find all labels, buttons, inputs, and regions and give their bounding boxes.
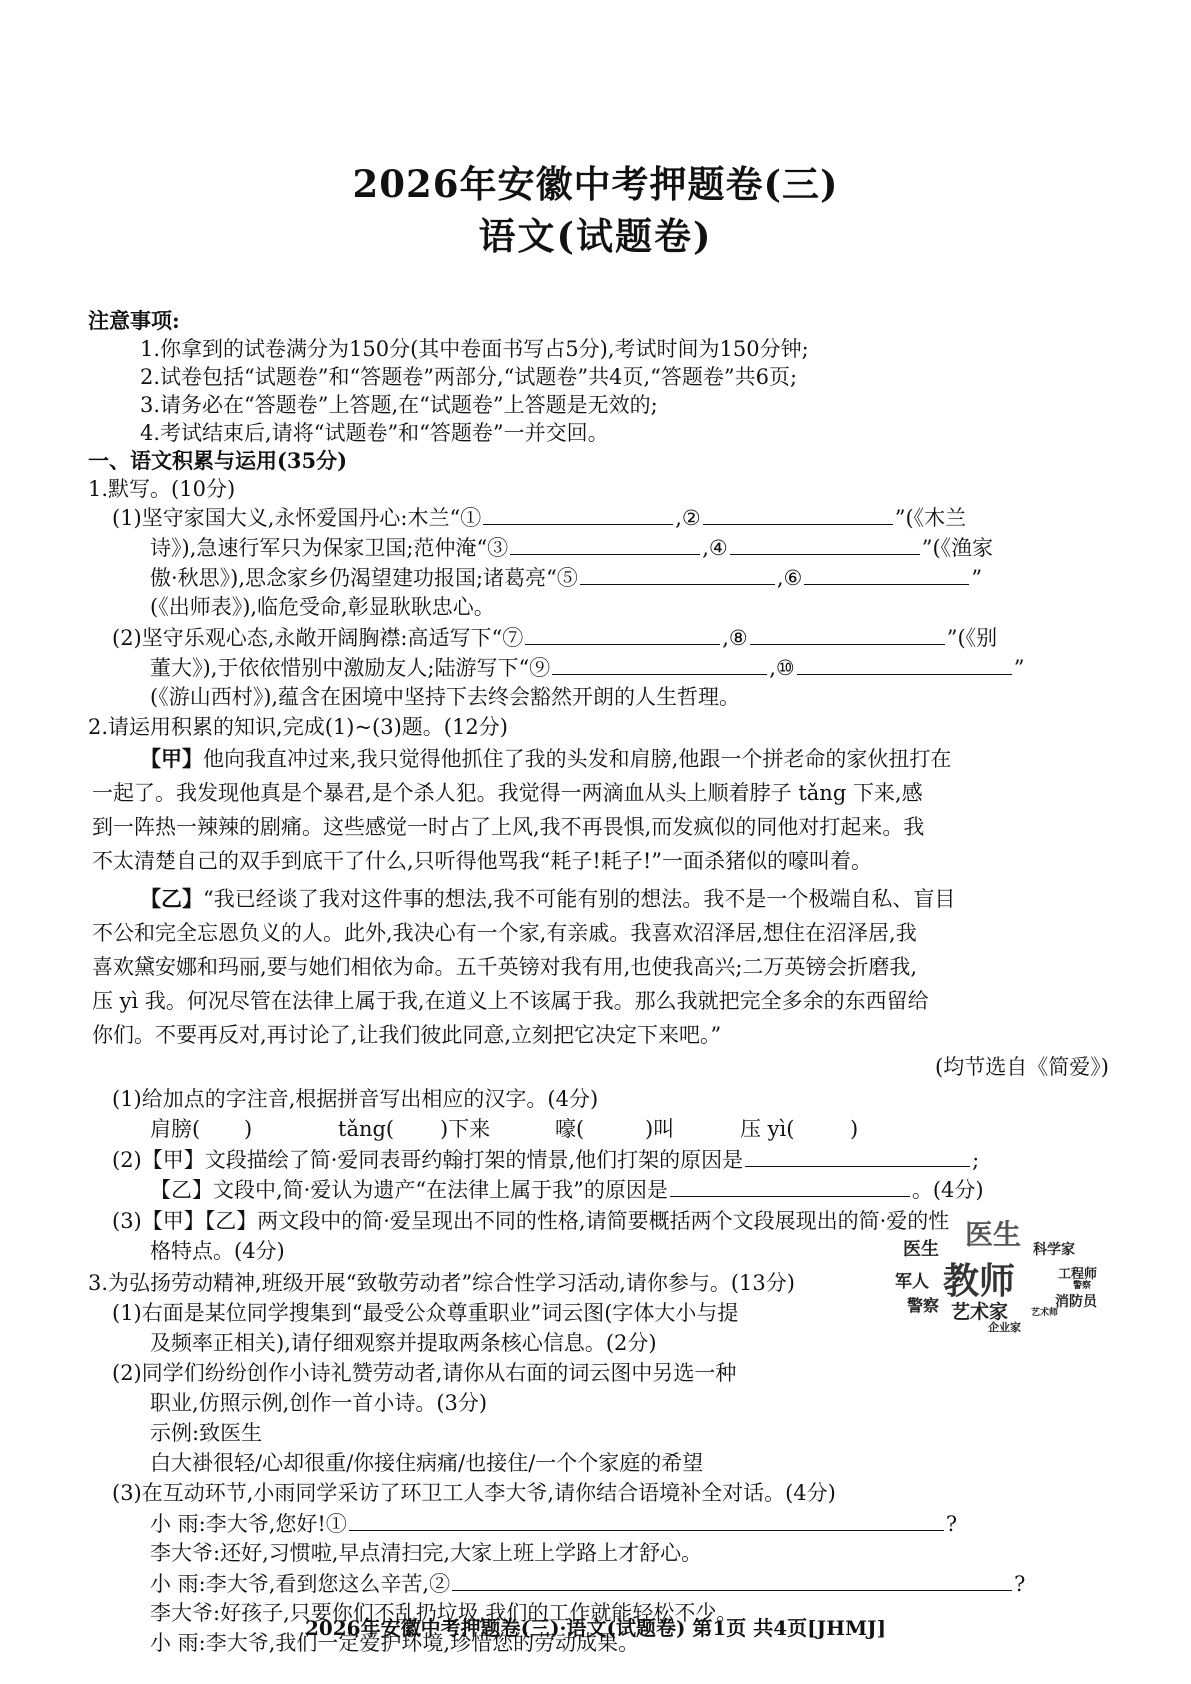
passage-yi-line4: 压 yì 我。何况尽管在法律上属于我,在道义上不该属于我。那么我就把完全多余的东西留给 xyxy=(92,989,929,1013)
question-2-heading: 2.请运用积累的知识,完成(1)~(3)题。(12分) xyxy=(88,715,508,739)
answer-blank-3[interactable] xyxy=(510,532,700,555)
word-cloud-word: 艺术家 xyxy=(951,1301,1009,1323)
q3-sub3-heading: (3)在互动环节,小雨同学采访了环卫工人李大爷,请你结合语境补全对话。(4分) xyxy=(112,1481,836,1505)
page-title: 2026年安徽中考押题卷(三) xyxy=(352,162,839,206)
word-cloud-word: 消防员 xyxy=(1055,1294,1097,1310)
q1-part1-line2: 诗》),急速行军只为保家卫国;范仲淹“③ ,④ ”(《渔家 xyxy=(150,532,993,563)
q1-part1-line4: (《出师表》),临危受命,彰显耿耿忠心。 xyxy=(150,595,495,619)
q3-sub1-line2: 及频率正相关),请仔细观察并提取两条核心信息。(2分) xyxy=(150,1331,657,1355)
word-cloud-word: 警察 xyxy=(907,1296,940,1315)
q1-part2-line1: (2)坚守乐观心态,永敞开阔胸襟:高适写下“⑦ ,⑧ ”(《别 xyxy=(112,622,997,653)
dialogue-line-4: 李大爷:好孩子,只要你们不乱扔垃圾,我们的工作就能轻松不少。 xyxy=(150,1601,738,1625)
notice-item: 4.考试结束后,请将“试题卷”和“答题卷”一并交回。 xyxy=(140,421,609,445)
question-1-heading: 1.默写。(10分) xyxy=(88,477,236,501)
q2-sub2-line1: (2)【甲】文段描绘了简·爱同表哥约翰打架的情景,他们打架的原因是 ; xyxy=(112,1144,979,1175)
word-cloud-word: 医生 xyxy=(903,1239,939,1260)
passage-source: (均节选自《简爱》) xyxy=(935,1055,1109,1079)
q1-part1-line1: (1)坚守家国大义,永怀爱国丹心:木兰“① ,② ”(《木兰 xyxy=(112,502,966,533)
answer-blank-inheritance-reason[interactable] xyxy=(670,1174,910,1197)
answer-blank-9[interactable] xyxy=(552,652,767,675)
word-cloud-word: 医生 xyxy=(965,1218,1022,1251)
q2-sub3-line1: (3)【甲】【乙】两文段中的简·爱呈现出不同的性格,请简要概括两个文段展现出的简·爱的性 xyxy=(112,1209,950,1233)
page-footer: 2026年安徽中考押题卷(三)·语文(试题卷) 第1页 共4页[JHMJ] xyxy=(304,1616,887,1640)
answer-blank-5[interactable] xyxy=(580,562,775,585)
q2-sub3-line2: 格特点。(4分) xyxy=(150,1239,285,1263)
answer-blank-7[interactable] xyxy=(525,622,720,645)
passage-yi-line1: 【乙】“我已经谈了我对这件事的想法,我不可能有别的想法。我不是一个极端自私、盲目 xyxy=(140,886,956,911)
answer-blank-8[interactable] xyxy=(750,622,945,645)
passage-jia-line2: 一起了。我发现他真是个暴君,是个杀人犯。我觉得一两滴血从头上顺着脖子 tǎng 下来,感 xyxy=(92,781,923,805)
section-heading: 一、语文积累与运用(35分) xyxy=(88,448,348,473)
dialogue-line-1: 小 雨:李大爷,您好!① ? xyxy=(150,1508,957,1539)
answer-blank-2[interactable] xyxy=(703,502,893,525)
notice-heading: 注意事项: xyxy=(88,308,180,333)
question-3-heading: 3.为弘扬劳动精神,班级开展“致敬劳动者”综合性学习活动,请你参与。(13分) xyxy=(88,1271,795,1295)
q3-example-poem: 白大褂很轻/心却很重/你接住病痛/也接住/一个个家庭的希望 xyxy=(150,1451,704,1475)
word-cloud-word: 教师 xyxy=(943,1261,1016,1302)
q2-sub1-heading: (1)给加点的字注音,根据拼音写出相应的汉字。(4分) xyxy=(112,1087,599,1111)
word-cloud-word: 科学家 xyxy=(1033,1242,1075,1258)
answer-blank-dialogue-2[interactable] xyxy=(452,1568,1012,1591)
answer-blank-fight-reason[interactable] xyxy=(745,1144,970,1167)
answer-blank-10[interactable] xyxy=(797,652,1012,675)
passage-yi-line2: 不公和完全忘恩负义的人。此外,我决心有一个家,有亲戚。我喜欢沼泽居,想住在沼泽居,我 xyxy=(92,921,917,945)
passage-jia-line3: 到一阵热一辣辣的剧痛。这些感觉一时占了上风,我不再畏惧,而发疯似的同他对打起来。我 xyxy=(92,815,925,839)
q1-part2-line2: 董大》),于依依惜别中激励友人;陆游写下“⑨ ,⑩ ” xyxy=(150,652,1024,683)
q1-part2-line3: (《游山西村》),蕴含在困境中坚持下去终会豁然开朗的人生哲理。 xyxy=(150,685,741,709)
word-cloud-word: 企业家 xyxy=(988,1321,1021,1334)
q3-sub1-line1: (1)右面是某位同学搜集到“最受公众尊重职业”词云图(字体大小与提 xyxy=(112,1301,739,1325)
exam-page: 2026年安徽中考押题卷(三) 语文(试题卷) 注意事项: 1.你拿到的试卷满分为150分(其中卷面书写占5分),考试时间为150分钟; 2.试卷包括“试题卷”和“答题卷”两部分,“试题卷”共4页,“答题卷”共6页; 3.请务必在“答题卷”上答题,在“试题卷”上答题是无效的; 4.考试结束后,请将“试题卷”和“答题卷”一并交回。 一、语文积累与运用(35分) 1.默写。(10分) (1)坚守家国大义,永怀爱国丹心:木兰“① ,② ”(《木兰 诗》),急速行军只为保家卫国;范仲淹“③ ,④ ”(《渔家 傲·秋思》),思念家乡仍渴望建功报国;诸葛亮“⑤ ,⑥ ” (《出师表》),临危受命,彰显耿耿忠心。 (2)坚守乐观心态,永敞开阔胸襟:高适写下“⑦ ,⑧ ”(《别 董大》),于依依惜别中激励友人;陆游写下“⑨ ,⑩ ” (《游山西村》),蕴含在困境中坚持下去终会豁然开朗的人生哲理。 2.请运用积累的知识,完成(1)~(3)题。(12分) 【甲】他向我直冲过来,我只觉得他抓住了我的头发和肩膀,他跟一个拼老命的家伙扭打在 一起了。我发现他真是个暴君,是个杀人犯。我觉得一两滴血从头上顺着脖子 tǎng 下来,感 到一阵热一辣辣的剧痛。这些感觉一时占了上风,我不再畏惧,而发疯似的同他对打起来。我 不太清楚自己的双手到底干了什么,只听得他骂我“耗子!耗子!”一面杀猪似的嚎叫着。 【乙】“我已经谈了我对这件事的想法,我不可能有别的想法。我不是一个极端自私、盲目 不公和完全忘恩负义的人。此外,我决心有一个家,有亲戚。我喜欢沼泽居,想住在沼泽居,我 喜欢黛安娜和玛丽,要与她们相依为命。五千英镑对我有用,也使我高兴;二万英镑会折磨我, 压 yì 我。何况尽管在法律上属于我,在道义上不该属于我。那么我就把完全多余的东西留给 你们。不要再反对,再讨论了,让我们彼此同意,立刻把它决定下来吧。” (均节选自《简爱》) (1)给加点的字注音,根据拼音写出相应的汉字。(4分) 肩膀( ) tǎng( )下来 嚎( )叫 压 yì( ) (2)【甲】文段描绘了简·爱同表哥约翰打架的情景,他们打架的原因是 ; 【乙】文段中,简·爱认为遗产“在法律上属于我”的原因是 。(4分) (3)【甲】【乙】两文段中的简·爱呈现出不同的性格,请简要概括两个文段展现出的简·爱的性 格特点。(4分) 3.为弘扬劳动精神,班级开展“致敬劳动者”综合性学习活动,请你参与。(13分) (1)右面是某位同学搜集到“最受公众尊重职业”词云图(字体大小与提 及频率正相关),请仔细观察并提取两条核心信息。(2分) (2)同学们纷纷创作小诗礼赞劳动者,请你从右面的词云图中另选一种 职业,仿照示例,创作一首小诗。(3分) 示例:致医生 白大褂很轻/心却很重/你接住病痛/也接住/一个个家庭的希望 (3)在互动环节,小雨同学采访了环卫工人李大爷,请你结合语境补全对话。(4分) 小 雨:李大爷,您好!① ? 李大爷:还好,习惯啦,早点清扫完,大家上班上学路上才舒心。 小 雨:李大爷,看到您这么辛苦,② ? 李大爷:好孩子,只要你们不乱扔垃圾,我们的工作就能轻松不少。 小 雨:李大爷,我们一定爱护环境,珍惜您的劳动成果。 医生 医生 科学家 军人 教师 工程师 警察 消防员 警察 艺术家 艺术师 企业家 2026年安徽中考押题卷(三)·语文(试题卷) 第1页 共4页[JHMJ] xyxy=(0,0,1191,1684)
passage-jia-line1: 【甲】他向我直冲过来,我只觉得他抓住了我的头发和肩膀,他跟一个拼老命的家伙扭打在 xyxy=(140,746,952,771)
page-subtitle: 语文(试题卷) xyxy=(478,214,713,258)
q3-sub2-line2: 职业,仿照示例,创作一首小诗。(3分) xyxy=(150,1391,488,1415)
word-cloud-word: 艺术师 xyxy=(1031,1308,1059,1318)
passage-yi-line3: 喜欢黛安娜和玛丽,要与她们相依为命。五千英镑对我有用,也使我高兴;二万英镑会折磨我, xyxy=(92,955,918,979)
q3-sub2-line1: (2)同学们纷纷创作小诗礼赞劳动者,请你从右面的词云图中另选一种 xyxy=(112,1361,737,1385)
word-cloud-image xyxy=(893,1213,1123,1335)
word-cloud-word: 军人 xyxy=(895,1272,929,1292)
answer-blank-4[interactable] xyxy=(730,532,920,555)
passage-jia-line4: 不太清楚自己的双手到底干了什么,只听得他骂我“耗子!耗子!”一面杀猪似的嚎叫着。 xyxy=(92,849,873,873)
dialogue-line-5: 小 雨:李大爷,我们一定爱护环境,珍惜您的劳动成果。 xyxy=(150,1631,640,1655)
answer-blank-1[interactable] xyxy=(483,502,673,525)
q2-sub2-line2: 【乙】文段中,简·爱认为遗产“在法律上属于我”的原因是 。(4分) xyxy=(150,1174,984,1205)
answer-blank-dialogue-1[interactable] xyxy=(349,1508,944,1531)
notice-item: 3.请务必在“答题卷”上答题,在“试题卷”上答题是无效的; xyxy=(140,393,658,417)
notice-item: 2.试卷包括“试题卷”和“答题卷”两部分,“试题卷”共4页,“答题卷”共6页; xyxy=(140,365,798,389)
word-cloud-word: 警察 xyxy=(1073,1281,1092,1291)
dialogue-line-3: 小 雨:李大爷,看到您这么辛苦,② ? xyxy=(150,1568,1025,1599)
notice-item: 1.你拿到的试卷满分为150分(其中卷面书写占5分),考试时间为150分钟; xyxy=(140,337,809,361)
answer-blank-6[interactable] xyxy=(804,562,969,585)
passage-yi-line5: 你们。不要再反对,再讨论了,让我们彼此同意,立刻把它决定下来吧。” xyxy=(92,1023,722,1047)
q3-example-label: 示例:致医生 xyxy=(150,1421,263,1445)
dialogue-line-2: 李大爷:还好,习惯啦,早点清扫完,大家上班上学路上才舒心。 xyxy=(150,1541,703,1565)
word-cloud-word: 工程师 xyxy=(1058,1267,1098,1282)
q1-part1-line3: 傲·秋思》),思念家乡仍渴望建功报国;诸葛亮“⑤ ,⑥ ” xyxy=(150,562,982,593)
